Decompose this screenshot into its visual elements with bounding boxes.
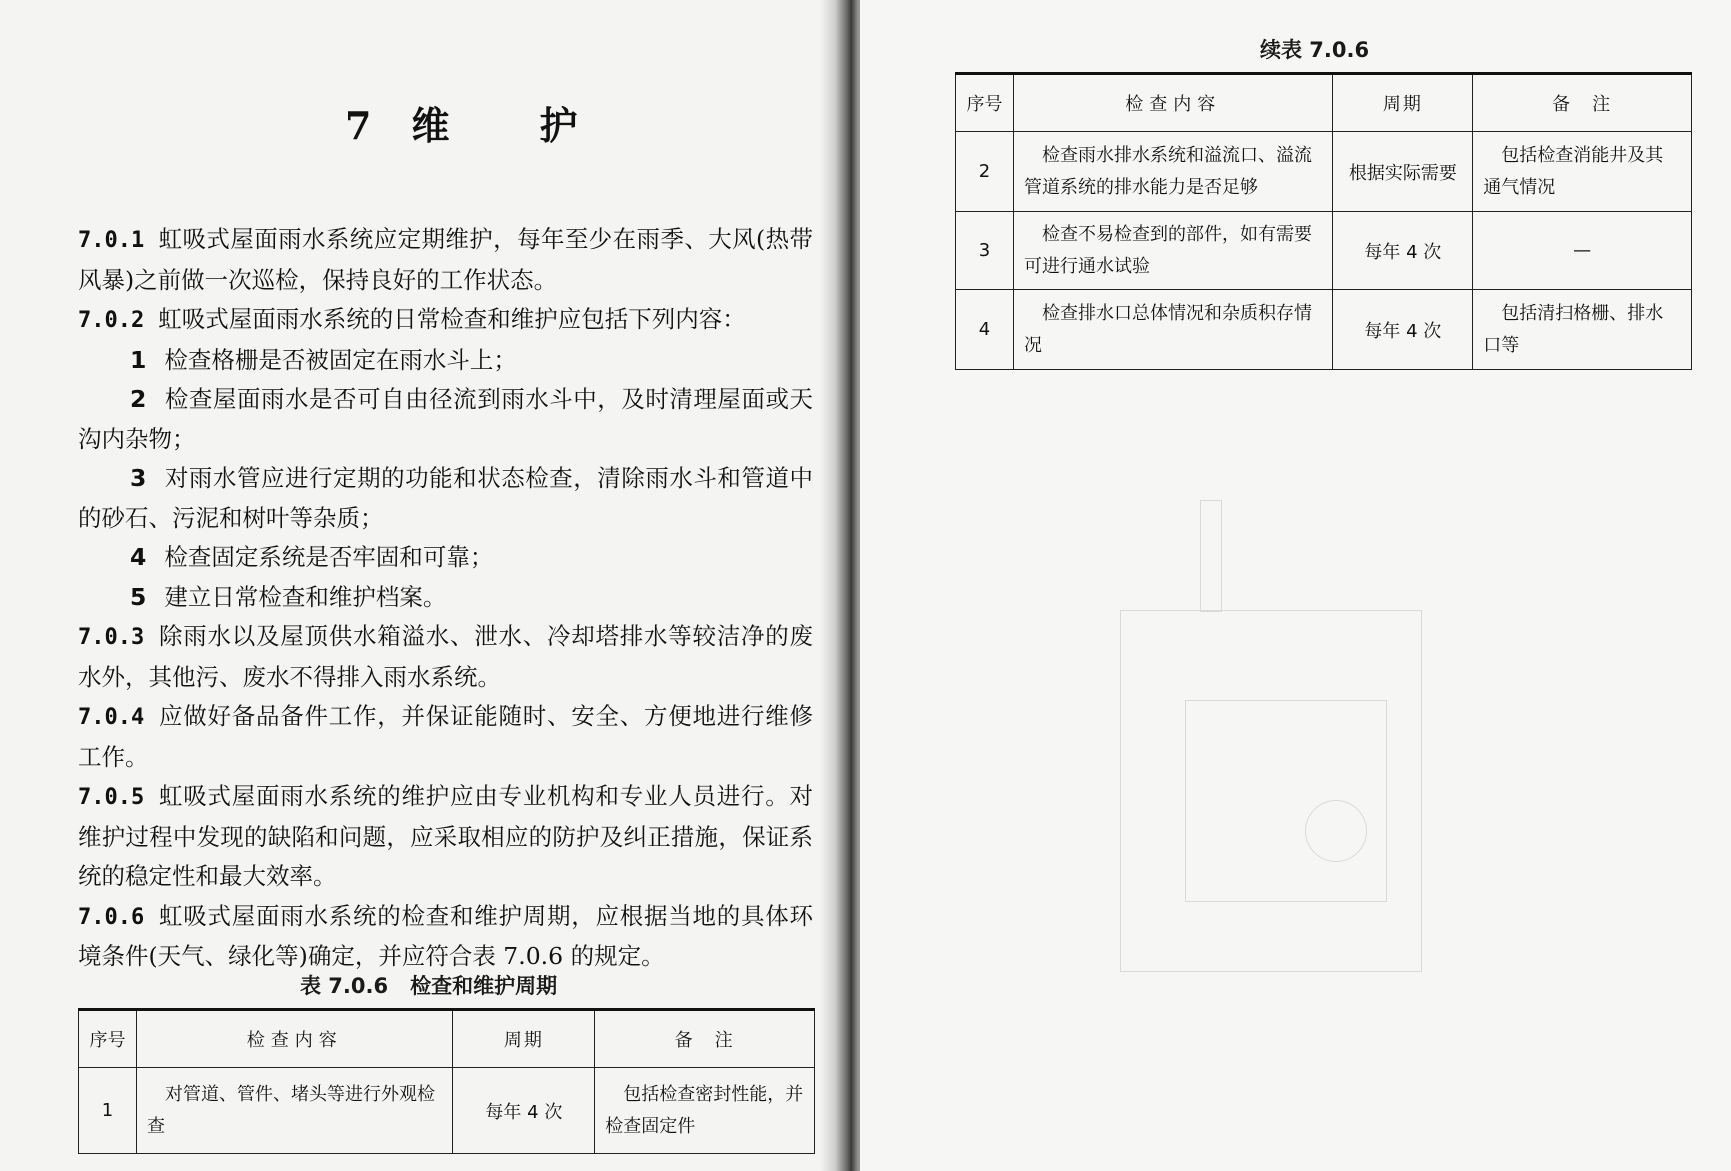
row-content: 检查不易检查到的部件，如有需要可进行通水试验: [1013, 212, 1333, 290]
row-no: 3: [956, 212, 1014, 290]
row-period: 根据实际需要: [1333, 132, 1473, 212]
clause-7-0-2: [78, 300, 813, 341]
row-content: 检查雨水排水系统和溢流口、溢流管道系统的排水能力是否足够: [1013, 132, 1333, 212]
clause-number: 7.0.3: [78, 625, 145, 650]
table-caption-number: 表 7.0.6: [300, 974, 389, 998]
item-text: 检查屋面雨水是否可自由径流到雨水斗中，及时清理屋面或天沟内杂物；: [78, 385, 813, 453]
item-text: 检查格栅是否被固定在雨水斗上；: [164, 345, 517, 374]
clause-number: 7.0.5: [78, 785, 145, 810]
chapter-title: [345, 95, 577, 150]
list-item: [78, 538, 813, 578]
right-page: [860, 0, 1731, 1171]
table-row: [956, 290, 1692, 370]
row-period: 每年 4 次: [1333, 290, 1473, 370]
clause-text: 虹吸式屋面雨水系统的日常检查和维护应包括下列内容：: [158, 305, 746, 333]
clause-number: 7.0.4: [78, 705, 145, 730]
bleed-through-figure: [1185, 700, 1387, 902]
maintenance-table-part-2: [955, 72, 1692, 370]
maintenance-table-part-1: [78, 1008, 815, 1154]
item-number: 2: [130, 385, 147, 413]
clause-7-0-3: [78, 617, 813, 697]
item-text: 建立日常检查和维护档案。: [164, 582, 447, 611]
list-item: [78, 341, 813, 381]
item-number: 1: [130, 345, 147, 374]
row-period: 每年 4 次: [1333, 212, 1473, 290]
item-number: 3: [130, 464, 147, 492]
header-period: 周期: [453, 1010, 595, 1068]
table-header-row: [79, 1010, 815, 1068]
header-remark: 备 注: [1473, 74, 1692, 132]
clause-number: 7.0.2: [78, 308, 145, 333]
header-no: 序号: [956, 74, 1014, 132]
table-caption: [300, 970, 557, 1000]
clause-text: 除雨水以及屋顶供水箱溢水、泄水、冷却塔排水等较洁净的废水外，其他污、废水不得排入雨水系统。: [78, 622, 813, 691]
row-content: 检查排水口总体情况和杂质积存情况: [1013, 290, 1333, 370]
row-remark: 包括检查密封性能，并检查固定件: [595, 1068, 815, 1154]
clause-7-0-4: [78, 697, 813, 777]
row-period: 每年 4 次: [453, 1068, 595, 1154]
item-text: 对雨水管应进行定期的功能和状态检查，清除雨水斗和管道中的砂石、污泥和树叶等杂质；: [78, 464, 813, 532]
bleed-through-figure: [1200, 500, 1222, 612]
clause-7-0-5: [78, 777, 813, 897]
item-text: 检查固定系统是否牢固和可靠；: [164, 543, 494, 571]
bleed-through-figure: [1305, 800, 1367, 862]
table-header-row: [956, 74, 1692, 132]
row-remark: —: [1473, 212, 1692, 290]
table-row: [956, 132, 1692, 212]
left-page: [0, 0, 845, 1171]
header-content: 检查内容: [136, 1010, 453, 1068]
chapter-title-char-2: 护: [539, 103, 578, 148]
header-no: 序号: [79, 1010, 137, 1068]
list-item: [78, 578, 813, 618]
list-item: [78, 459, 813, 538]
chapter-title-char-1: 维: [411, 103, 450, 148]
table-row: [79, 1068, 815, 1154]
continued-table-caption: 续表 7.0.6: [1260, 38, 1370, 62]
header-remark: 备 注: [595, 1010, 815, 1068]
item-number: 4: [130, 543, 147, 571]
table-row: [956, 212, 1692, 290]
clause-text: 虹吸式屋面雨水系统的检查和维护周期，应根据当地的具体环境条件(天气、绿化等)确定，并应符合表 7.0.6 的规定。: [78, 901, 813, 970]
table-caption-title: 检查和维护周期: [410, 974, 558, 998]
clause-number: 7.0.6: [78, 904, 145, 930]
clause-number: 7.0.1: [78, 228, 145, 253]
header-content: 检查内容: [1013, 74, 1333, 132]
row-content: 对管道、管件、堵头等进行外观检查: [136, 1068, 453, 1154]
clause-text: 虹吸式屋面雨水系统的维护应由专业机构和专业人员进行。对维护过程中发现的缺陷和问题，应采取相应的防护及纠正措施，保证系统的稳定性和最大效率。: [78, 782, 813, 890]
chapter-number: 7: [345, 103, 372, 148]
row-no: 2: [956, 132, 1014, 212]
clause-text: 虹吸式屋面雨水系统应定期维护，每年至少在雨季、大风(热带风暴)之前做一次巡检，保持良好的工作状态。: [78, 225, 813, 294]
clause-7-0-1: [78, 220, 813, 300]
header-period: 周期: [1333, 74, 1473, 132]
chapter-body: [78, 220, 813, 977]
row-remark: 包括检查消能井及其通气情况: [1473, 132, 1692, 212]
row-remark: 包括清扫格栅、排水口等: [1473, 290, 1692, 370]
item-number: 5: [130, 582, 147, 611]
row-no: 4: [956, 290, 1014, 370]
list-item: [78, 380, 813, 459]
clause-text: 应做好备品备件工作，并保证能随时、安全、方便地进行维修工作。: [78, 702, 813, 771]
clause-7-0-6: [78, 897, 813, 977]
row-no: 1: [79, 1068, 137, 1154]
